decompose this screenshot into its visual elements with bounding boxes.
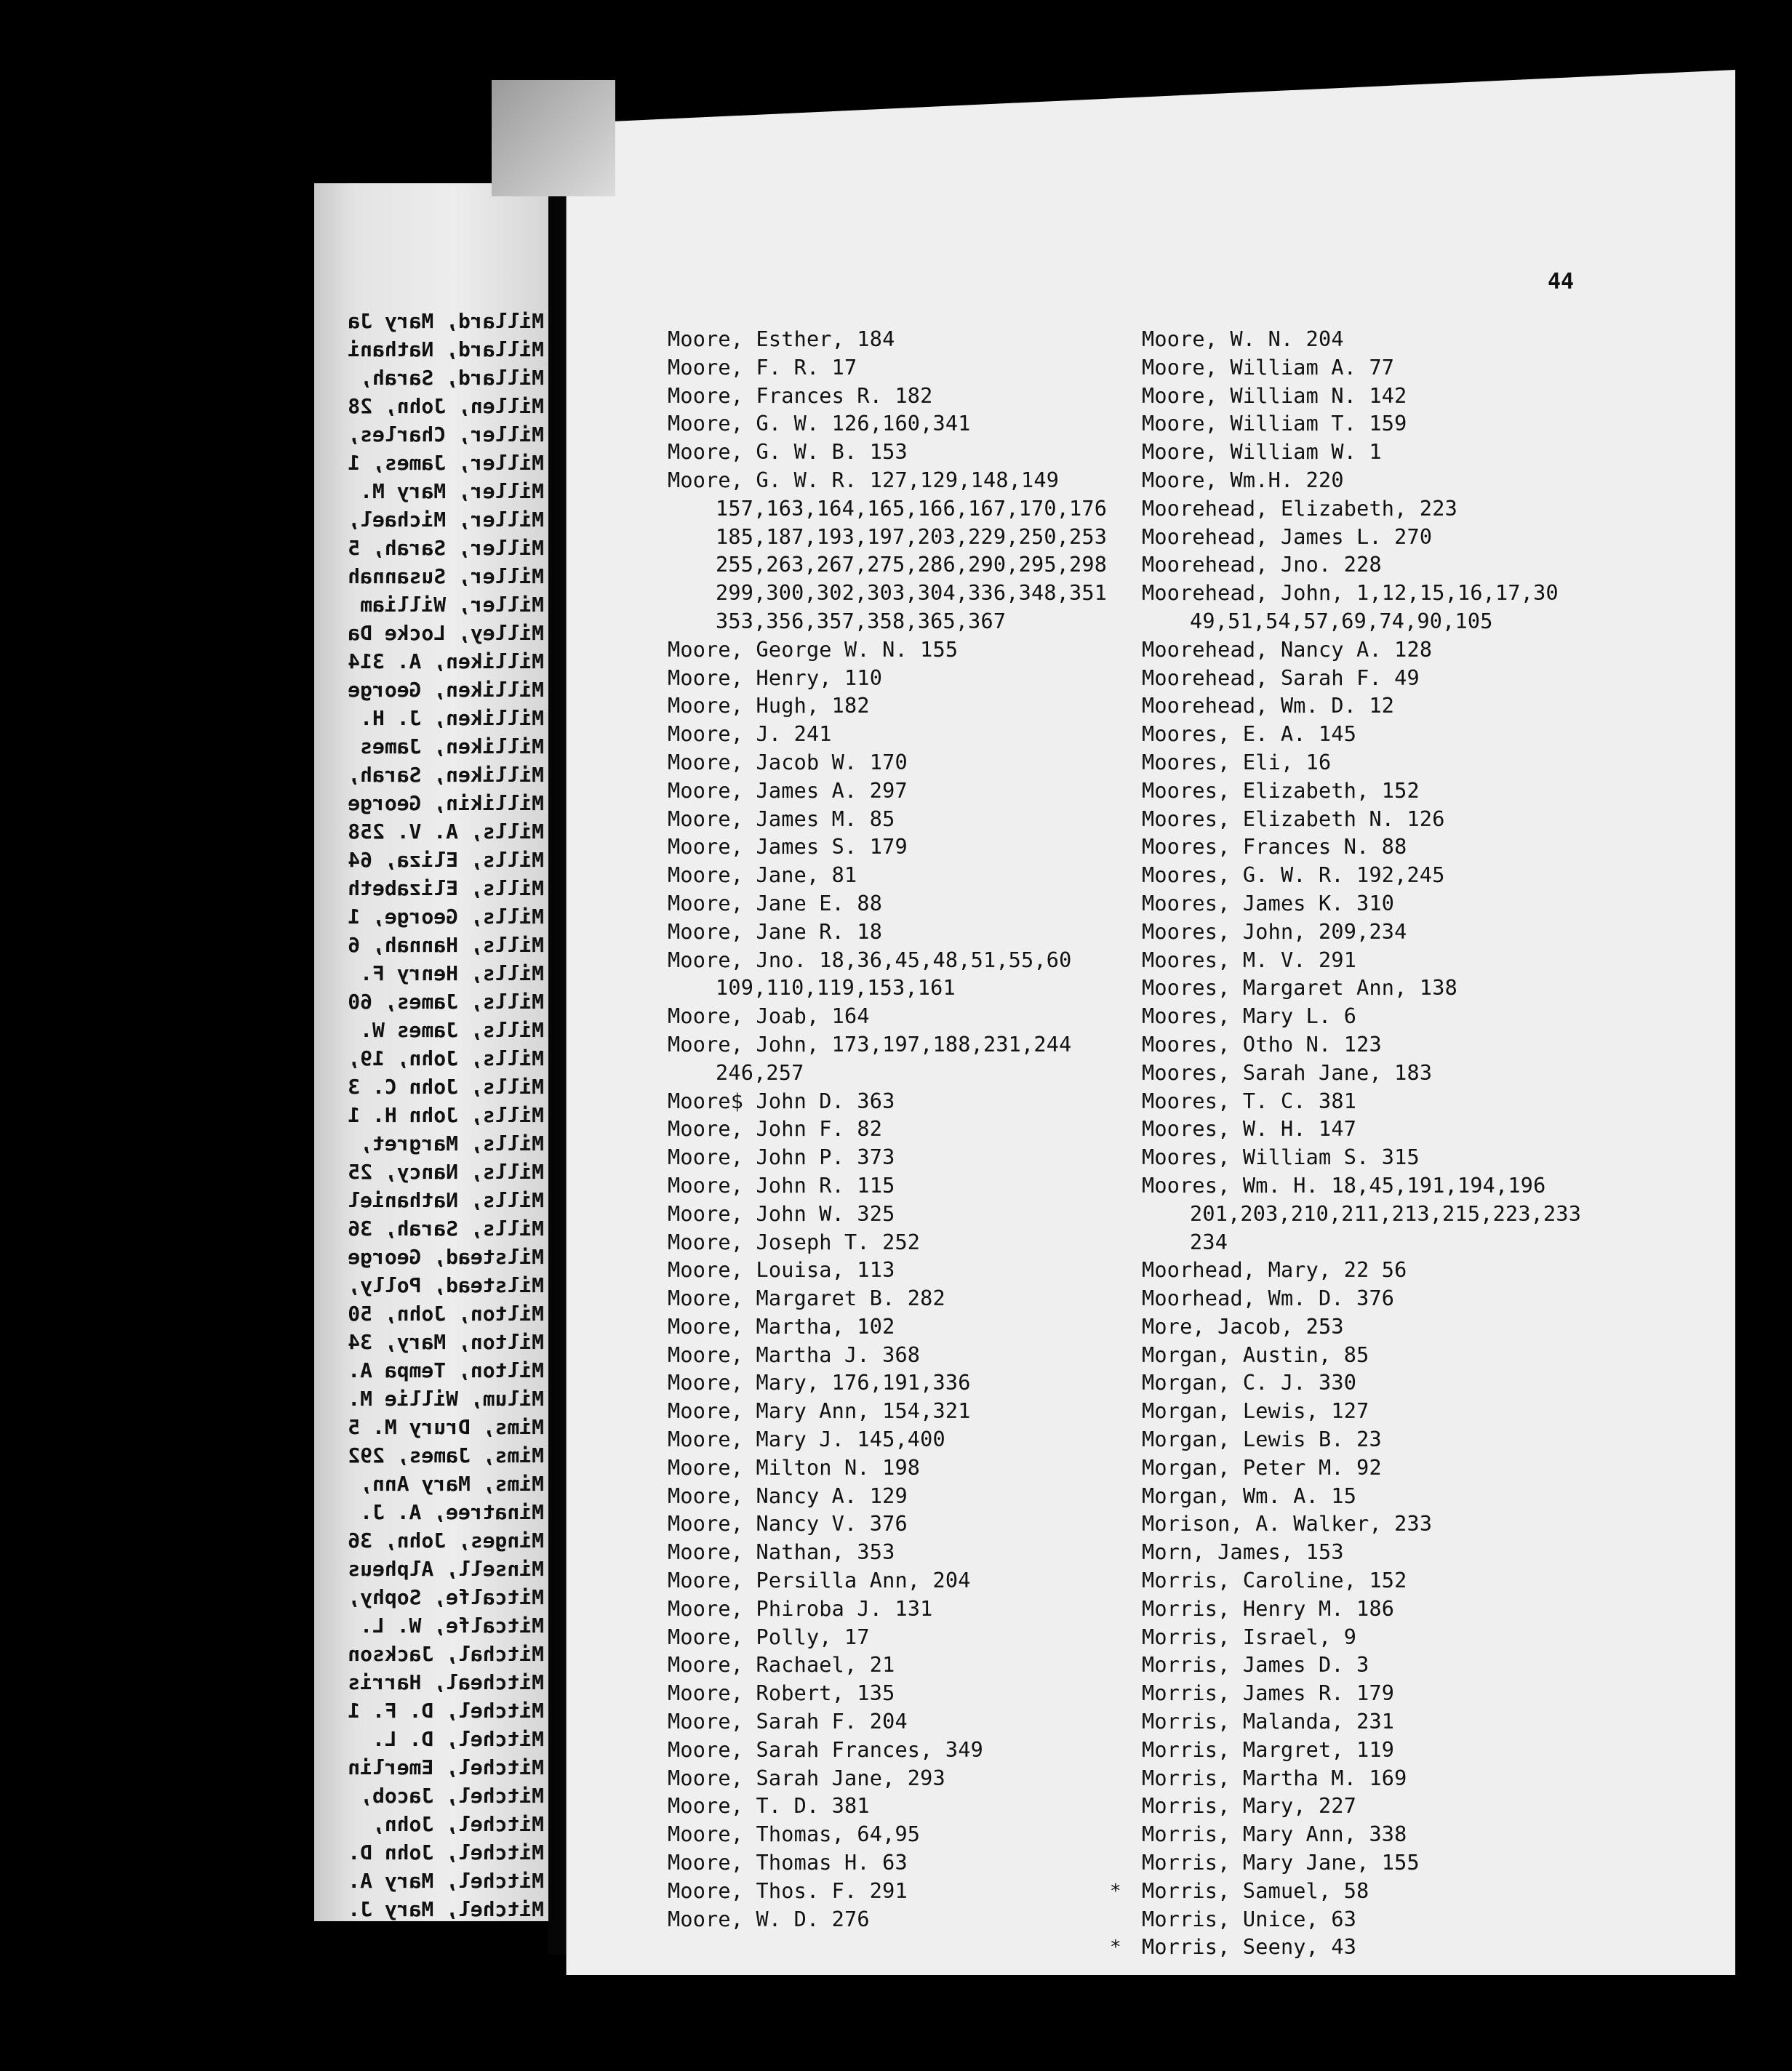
index-entry: Moore, G. W. R. 127,129,148,149 <box>668 468 1060 492</box>
index-entry: Moore, Joab, 164 <box>668 1004 870 1029</box>
previous-page-entry: Mills, Margret, <box>360 1131 544 1155</box>
index-entry: Moores, E. A. 145 <box>1142 722 1357 747</box>
index-entry: Moore, William N. 142 <box>1142 383 1407 408</box>
previous-page-entry: Mitchel, John D. <box>348 1840 544 1864</box>
index-entry: Moore, W. D. 276 <box>668 1907 870 1931</box>
previous-page-entry: Mitcalfe, Sophy, <box>348 1585 544 1609</box>
index-entry: Moore, Rachael, 21 <box>668 1653 895 1678</box>
previous-page-entry: Mills, Sarah, 36 <box>348 1217 544 1241</box>
index-entry: Morgan, Wm. A. 15 <box>1142 1483 1357 1508</box>
previous-page-fold <box>314 183 548 1921</box>
index-entry: Moore, Jane R. 18 <box>668 919 883 944</box>
previous-page-entry: Milley, Locke Da <box>348 621 544 645</box>
index-entry: Moores, James K. 310 <box>1142 891 1395 916</box>
index-entry: Moore, William W. 1 <box>1142 440 1382 465</box>
index-entry: Moore, Jane E. 88 <box>668 891 883 916</box>
index-entry: Morgan, Lewis B. 23 <box>1142 1427 1382 1452</box>
index-entry: 49,51,54,57,69,74,90,105 <box>1190 609 1493 633</box>
index-entry: More, Jacob, 253 <box>1142 1314 1344 1339</box>
index-entry: Moore, Jane, 81 <box>668 863 857 888</box>
previous-page-entry: Mills, James W. <box>360 1018 544 1042</box>
index-entry: Moore, Thos. F. 291 <box>668 1878 908 1903</box>
previous-page-entry: Minsell, Alpheus <box>348 1557 544 1581</box>
index-entry: Moores, W. H. 147 <box>1142 1117 1357 1142</box>
index-entry: 201,203,210,211,213,215,223,233 <box>1190 1201 1582 1226</box>
previous-page-entry: Millard, Sarah, <box>360 366 544 390</box>
previous-page-entry: Mims, James, 292 <box>348 1443 544 1467</box>
previous-page-entry: Mills, Hannah, 6 <box>348 933 544 957</box>
previous-page-entries <box>314 307 548 1921</box>
index-entry: Moore, James S. 179 <box>668 835 908 860</box>
previous-page-entry: Mills, Henry F. <box>360 961 544 985</box>
index-entry: Moore, Mary, 176,191,336 <box>668 1371 971 1395</box>
previous-page-entry: Mills, Nancy, 25 <box>348 1160 544 1184</box>
previous-page-entry: Millikin, George <box>348 791 544 815</box>
index-entry: Moore, G. W. B. 153 <box>668 440 908 465</box>
index-entry: Morn, James, 153 <box>1142 1540 1344 1565</box>
index-entry: Moores, Sarah Jane, 183 <box>1142 1060 1433 1085</box>
index-entry: Morris, Henry M. 186 <box>1142 1596 1395 1621</box>
previous-page-entry: Mitchel, John, <box>372 1812 544 1836</box>
previous-page-entry: Millard, Nathani <box>348 337 544 361</box>
index-entry: Morgan, Austin, 85 <box>1142 1342 1369 1367</box>
index-entry: Morgan, Lewis, 127 <box>1142 1399 1369 1424</box>
index-entry: 185,187,193,197,203,229,250,253 <box>716 524 1108 549</box>
index-column-right <box>1142 326 1622 1962</box>
index-entry: Moore, W. N. 204 <box>1142 327 1344 351</box>
index-entry: Morris, Malanda, 231 <box>1142 1710 1395 1734</box>
index-entry: Moore, Frances R. 182 <box>668 383 933 408</box>
index-entry: 109,110,119,153,161 <box>716 976 956 1001</box>
index-entry: Morris, James D. 3 <box>1142 1653 1369 1678</box>
index-entry: Moore, Thomas H. 63 <box>668 1851 908 1875</box>
index-entry: Morgan, C. J. 330 <box>1142 1371 1357 1395</box>
index-entry: Moore, Mary Ann, 154,321 <box>668 1399 971 1424</box>
index-entry: Morris, Unice, 63 <box>1142 1907 1357 1931</box>
previous-page-entry: Milliken, James <box>360 734 544 758</box>
index-entry: Moore, Hugh, 182 <box>668 694 870 718</box>
index-entry: Moore, John F. 82 <box>668 1117 883 1142</box>
index-entry: Moore, William A. 77 <box>1142 355 1395 380</box>
index-entry: Morris, Mary Jane, 155 <box>1142 1851 1420 1875</box>
previous-page-entry: Mitchal, Jackson <box>348 1642 544 1666</box>
index-entry: Moore, Martha J. 368 <box>668 1342 921 1367</box>
index-entry: 255,263,267,275,286,290,295,298 <box>716 553 1108 577</box>
index-entry: Moorehead, John, 1,12,15,16,17,30 <box>1142 581 1559 606</box>
page-number: 44 <box>1548 269 1575 295</box>
previous-page-entry: Miller, Michael, <box>348 508 544 532</box>
index-entry: Moore, G. W. 126,160,341 <box>668 412 971 436</box>
index-entry: Moore, T. D. 381 <box>668 1794 870 1819</box>
previous-page-entry: Miller, Sarah, 5 <box>348 536 544 560</box>
previous-page-entry: Millen, John, 28 <box>348 394 544 418</box>
index-entry: Moore, Phiroba J. 131 <box>668 1596 933 1621</box>
index-entry: Moores, Mary L. 6 <box>1142 1004 1357 1029</box>
previous-page-entry: Mitcalfe, W. L. <box>360 1614 544 1638</box>
index-entry: Moore, Louisa, 113 <box>668 1258 895 1283</box>
index-entry: Moore, John W. 325 <box>668 1201 895 1226</box>
index-entry: Moorehead, Jno. 228 <box>1142 553 1382 577</box>
index-entry: Moores, Elizabeth, 152 <box>1142 778 1420 803</box>
index-entry: Moores, M. V. 291 <box>1142 948 1357 972</box>
previous-page-entry: Mills, Nathaniel <box>348 1188 544 1212</box>
previous-page-entry: Milum, Willie M. <box>348 1387 544 1411</box>
index-entry: Moore, Sarah F. 204 <box>668 1710 908 1734</box>
previous-page-entry: Minatree, A. J. <box>360 1500 544 1524</box>
previous-page-entry: Milstead, Polly, <box>348 1273 544 1297</box>
previous-page-entry: Minges, John, 36 <box>348 1529 544 1553</box>
index-entry: Moore, Margaret B. 282 <box>668 1286 945 1311</box>
index-entry: Moorehead, Wm. D. 12 <box>1142 694 1395 718</box>
index-entry: Moores, T. C. 381 <box>1142 1089 1357 1113</box>
index-entry: Moore, Wm.H. 220 <box>1142 468 1344 492</box>
index-entry: Moore, Robert, 135 <box>668 1681 895 1706</box>
index-entry: Moore, Henry, 110 <box>668 665 883 690</box>
index-entry: Moore, John P. 373 <box>668 1145 895 1170</box>
index-entry: Moore$ John D. 363 <box>668 1089 895 1113</box>
previous-page-entry: Milliken, J. H. <box>360 706 544 730</box>
index-entry: Moore, F. R. 17 <box>668 355 857 380</box>
index-column-left <box>668 326 1111 1934</box>
index-entry: Moores, Eli, 16 <box>1142 750 1332 774</box>
index-entry: Moorhead, Wm. D. 376 <box>1142 1286 1395 1311</box>
index-entry: Moore, William T. 159 <box>1142 412 1407 436</box>
index-entry: Moore, Jno. 18,36,45,48,51,55,60 <box>668 948 1072 972</box>
previous-page-entry: Milton, John, 50 <box>348 1302 544 1326</box>
previous-page-entry: Milton, Tempa A. <box>348 1358 544 1382</box>
previous-page-entry: Milliken, Sarah, <box>348 763 544 787</box>
index-entry: Moores, Otho N. 123 <box>1142 1032 1382 1057</box>
index-entry: 353,356,357,358,365,367 <box>716 609 1007 633</box>
index-entry: Moore, Sarah Jane, 293 <box>668 1766 945 1790</box>
index-entry: 246,257 <box>716 1060 804 1085</box>
index-entry: Moore, James A. 297 <box>668 778 908 803</box>
previous-page-entry: Milliken, George <box>348 678 544 702</box>
index-entry: Moore, Nancy A. 129 <box>668 1483 908 1508</box>
index-entry: Moores, Wm. H. 18,45,191,194,196 <box>1142 1173 1546 1198</box>
previous-page-entry: Mims, Mary Ann, <box>360 1472 544 1496</box>
index-entry: Moorehead, Elizabeth, 223 <box>1142 496 1457 521</box>
previous-page-entry: Mills, Elizabeth <box>348 876 544 900</box>
index-entry: Morris, Mary, 227 <box>1142 1794 1357 1819</box>
index-entry: Moores, Frances N. 88 <box>1142 835 1407 860</box>
index-entry: Moore, Mary J. 145,400 <box>668 1427 945 1452</box>
previous-page-entry: Milstead, George <box>348 1245 544 1269</box>
previous-page-entry: Milton, Mary, 34 <box>348 1330 544 1354</box>
previous-page-entry: Mims, Drury M. 5 <box>348 1415 544 1439</box>
previous-page-entry: Mills, John, 19, <box>348 1046 544 1070</box>
index-entry: Moore, John, 173,197,188,231,244 <box>668 1032 1072 1057</box>
index-entry: Moore, Jacob W. 170 <box>668 750 908 774</box>
index-entry: Moore, Thomas, 64,95 <box>668 1822 921 1847</box>
index-entry: Moores, Margaret Ann, 138 <box>1142 976 1457 1001</box>
index-entry: Morris, Mary Ann, 338 <box>1142 1822 1407 1847</box>
index-entry: Morgan, Peter M. 92 <box>1142 1455 1382 1480</box>
index-entry: Moore, John R. 115 <box>668 1173 895 1198</box>
index-entry: Moore, Sarah Frances, 349 <box>668 1737 983 1762</box>
previous-page-entry: Mitchel, Mary A. <box>348 1869 544 1893</box>
index-entry: Moore, J. 241 <box>668 722 832 747</box>
previous-page-entry: Mitchel, Emerlin <box>348 1755 544 1779</box>
index-entry: Moorhead, Mary, 22 56 <box>1142 1258 1407 1283</box>
previous-page-entry: Miller, Susannah <box>348 564 544 588</box>
index-entry: Moorehead, Nancy A. 128 <box>1142 637 1433 662</box>
previous-page-entry: Mills, George, 1 <box>348 905 544 929</box>
index-entry: Morris, Israel, 9 <box>1142 1625 1357 1649</box>
index-entry: Morris, Martha M. 169 <box>1142 1766 1407 1790</box>
previous-page-entry: Mills, John C. 3 <box>348 1075 544 1099</box>
index-entry: Moores, G. W. R. 192,245 <box>1142 863 1445 888</box>
previous-page-entry: Miller, James, 1 <box>348 451 544 475</box>
index-entry: * Morris, Seeny, 43 <box>1142 1934 1622 1962</box>
index-entry: Moores, Elizabeth N. 126 <box>1142 806 1445 831</box>
index-entry: Moore, Joseph T. 252 <box>668 1230 921 1254</box>
index-entry: Moore, Martha, 102 <box>668 1314 895 1339</box>
index-entry: 299,300,302,303,304,336,348,351 <box>716 581 1108 606</box>
index-entry: Moore, George W. N. 155 <box>668 637 959 662</box>
previous-page-entry: Mills, John H. 1 <box>348 1103 544 1127</box>
previous-page-entry: Mills, James, 60 <box>348 990 544 1014</box>
previous-page-entry: Mills, Eliza, 64 <box>348 848 544 872</box>
index-entry: Moore, James M. 85 <box>668 806 895 831</box>
index-entry: Moores, William S. 315 <box>1142 1145 1420 1170</box>
previous-page-entry: Miller, Charles, <box>348 422 544 446</box>
previous-page-entry: Mitchel, D. F. 1 <box>348 1699 544 1723</box>
index-entry: Moore, Polly, 17 <box>668 1625 870 1649</box>
previous-page-entry: Mills, A. V. 258 <box>348 820 544 844</box>
previous-page-entry: Mitchel, Mary J. <box>348 1897 544 1921</box>
index-entry: * Morris, Samuel, 58 <box>1142 1878 1622 1906</box>
page-corner-shadow <box>492 80 615 196</box>
index-entry: 234 <box>1190 1230 1228 1254</box>
previous-page-entry: Miller, William <box>360 593 544 617</box>
index-entry: Morison, A. Walker, 233 <box>1142 1512 1433 1537</box>
index-entry: Moore, Esther, 184 <box>668 327 895 351</box>
previous-page-entry: Mitchel, D. L. <box>372 1727 544 1751</box>
index-entry: Morris, James R. 179 <box>1142 1681 1395 1706</box>
index-entry: 157,163,164,165,166,167,170,176 <box>716 496 1108 521</box>
previous-page-entry: Millard, Mary Ja <box>348 309 544 333</box>
previous-page-entry: Milliken, A. 314 <box>348 649 544 673</box>
index-entry: Moorehead, Sarah F. 49 <box>1142 665 1420 690</box>
previous-page-entry: Mitchel, Jacob, <box>360 1784 544 1808</box>
index-entry: Morris, Caroline, 152 <box>1142 1569 1407 1593</box>
previous-page-entry: Mitcheal, Harris <box>348 1670 544 1694</box>
index-entry: Moore, Nancy V. 376 <box>668 1512 908 1537</box>
index-entry: Morris, Margret, 119 <box>1142 1737 1395 1762</box>
index-entry: Moore, Persilla Ann, 204 <box>668 1569 971 1593</box>
previous-page-entry: Miller, Mary M. <box>360 479 544 503</box>
index-entry: Moore, Nathan, 353 <box>668 1540 895 1565</box>
index-entry: Moorehead, James L. 270 <box>1142 524 1433 549</box>
index-entry: Moores, John, 209,234 <box>1142 919 1407 944</box>
index-entry: Moore, Milton N. 198 <box>668 1455 921 1480</box>
